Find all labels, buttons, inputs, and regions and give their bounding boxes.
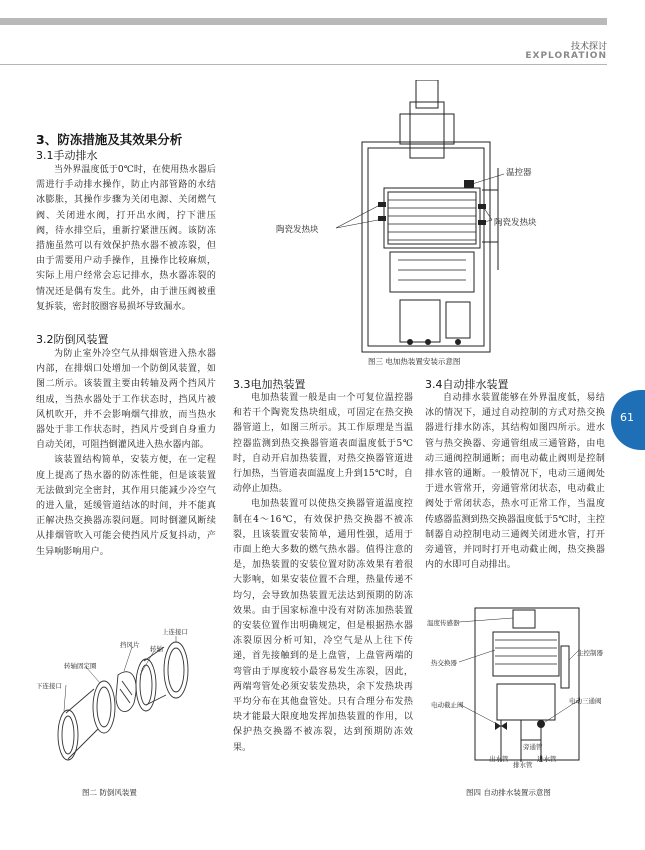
figure-3: [250, 80, 580, 355]
page-number: 61: [620, 411, 634, 424]
fig4-label-inlet-pipe: 进水管: [537, 755, 557, 763]
fig4-label-bypass: 旁通管: [523, 743, 543, 751]
fig4-label-temp-sensor: 温度传感器: [427, 619, 460, 627]
header-section-en: EXPLORATION: [525, 51, 607, 61]
fig4-label-drain-pipe: 排水管: [513, 761, 533, 769]
subsection-3-2-text: 为防止室外冷空气从排烟管进入热水器内部，在排烟口处增加一个防倒风装置，如图二所示。该装置主要由转轴及两个挡风片组成，当热水器处于工作状态时，挡风片被风机吹开，并不会影响烟气排放，而当热水器处于非工作状态时，挡风片受到自身重力自动关闭，可阻挡倒灌风进入热水器内部。 该装置结构简单，安装方便，在一定程度上提高了热水器的防冻性能，但是该装置无法做到完全密封，其作用只能减少冷空气的进入量，延缓管道结冰的时间，并不能真正解决热交换器冻裂问题。同时倒灌风断续从排烟管吹入可能会使挡风片反复抖动，产生异响影响用户。: [36, 349, 216, 557]
fig4-label-shutoff-valve: 电动截止阀: [431, 701, 464, 709]
subsection-3-1-text: 当外界温度低于0℃时，在使用热水器后需进行手动排水操作，防止内部管路的水结冰膨胀，其操作步骤为关闭电源、关闭燃气阀、关闭进水阀，打开出水阀，拧下泄压阀，待水排空后，重新拧紧泄压阀。该防冻措施虽然可以有效保护热水器不被冻裂，但由于需要用户动手操作，且操作比较麻烦，实际上用户经常会忘记排水，热水器冻裂的情况还是偶有发生。此外，由于泄压阀被重复拆装，密封胶圈容易损坏导致漏水。: [36, 165, 216, 312]
subsection-3-4-text: 自动排水装置能够在外界温度低，易结冰的情况下，通过自动控制的方式对热交换器进行排水防冻，其结构如图四所示。进水管与热交换器、旁通管组成三通管路，由电动三通阀控制通断；而电动截止阀则是控制排水管的通断。一般情况下，电动三通阀处于进水管常开，旁通管常闭状态，电动截止阀处于常闭状态，热水可正常工作，当温度传感器监测到热交换器温度低于5℃时，主控制器自动控制电动三通阀关闭进水管，打开旁通管，并同时打开电动截止阀，热交换器内的水即可自动排出。: [425, 393, 605, 571]
fig2-label-bottom-inlet: 下连接口: [36, 682, 62, 690]
subsection-3-4-title: 3.4自动排水装置: [425, 378, 509, 391]
subsection-3-1-title: 3.1手动排水: [36, 149, 98, 162]
header-bar: [0, 18, 607, 25]
fig2-label-top-inlet: 上连接口: [162, 628, 188, 636]
figure-4-caption: 图四 自动排水装置示意图: [466, 788, 551, 797]
fig3-label-thermostat: 温控器: [506, 168, 532, 178]
figure-3-caption: 图三 电加热装置安装示意图: [368, 357, 461, 366]
fig3-label-ceramic-right: 陶瓷发热块: [494, 218, 537, 228]
fig2-label-flap: 挡风片: [120, 641, 140, 649]
section-title: 3、防冻措施及其效果分析: [36, 132, 183, 147]
fig3-label-ceramic-left: 陶瓷发热块: [276, 225, 319, 235]
header-divider: [0, 64, 607, 65]
figure-2-caption: 图二 防倒风装置: [82, 788, 137, 797]
figure-2: [36, 625, 216, 775]
subsection-3-2-title: 3.2防倒风装置: [36, 333, 109, 346]
fig4-label-main-controller: 主控制器: [577, 649, 603, 657]
header-section-cn: 技术探讨: [570, 42, 607, 52]
fig2-label-shaft-mount: 转轴固定圈: [64, 662, 97, 670]
fig4-label-three-way-valve: 电动三通阀: [569, 697, 602, 705]
figure-4-drawing: [425, 604, 605, 774]
subsection-3-3-title: 3.3电加热装置: [233, 378, 306, 391]
figure-4: [425, 604, 605, 774]
fig2-label-shaft: 转轴: [150, 645, 163, 653]
fig4-label-outlet-pipe: 出水管: [489, 755, 509, 763]
fig4-label-heat-exchanger: 热交换器: [431, 659, 457, 667]
subsection-3-3-text: 电加热装置一般是由一个可复位温控器和若干个陶瓷发热块组成，可固定在热交换器管道上，如图三所示。其工作原理是当温控器监测到热交换器管道表面温度低于5℃时，自动开启加热装置，对热交换器管道进行加热，当管道表面温度上升到15℃时，自动停止加热。 电加热装置可以使热交换器管道温度控制在4～16℃，有效保护热交换器不被冻裂，且该装置安装简单，通用性强，适用于市面上绝大多数的燃气热水器。值得注意的是，加热装置的安装位置对防冻效果有着很大影响，如果安装位置不合理，热量传递不均匀，会导致加热装置无法达到预期的防冻效果。由于国家标准中没有对防冻加热装置的安装位置作出明确规定，但是根据热水器冻裂原因分析可知，冷空气是从上往下传递，首先接触到的是上盘管，上盘管两端的弯管由于厚度较小最容易发生冻裂，因此，两端弯管处必须安装发热块，余下发热块再平均分布在其他盘管处。只有合理分布发热块才能最大限度地发挥加热装置的作用，以保护热交换器不被冻裂，达到预期防冻效果。: [233, 393, 413, 753]
